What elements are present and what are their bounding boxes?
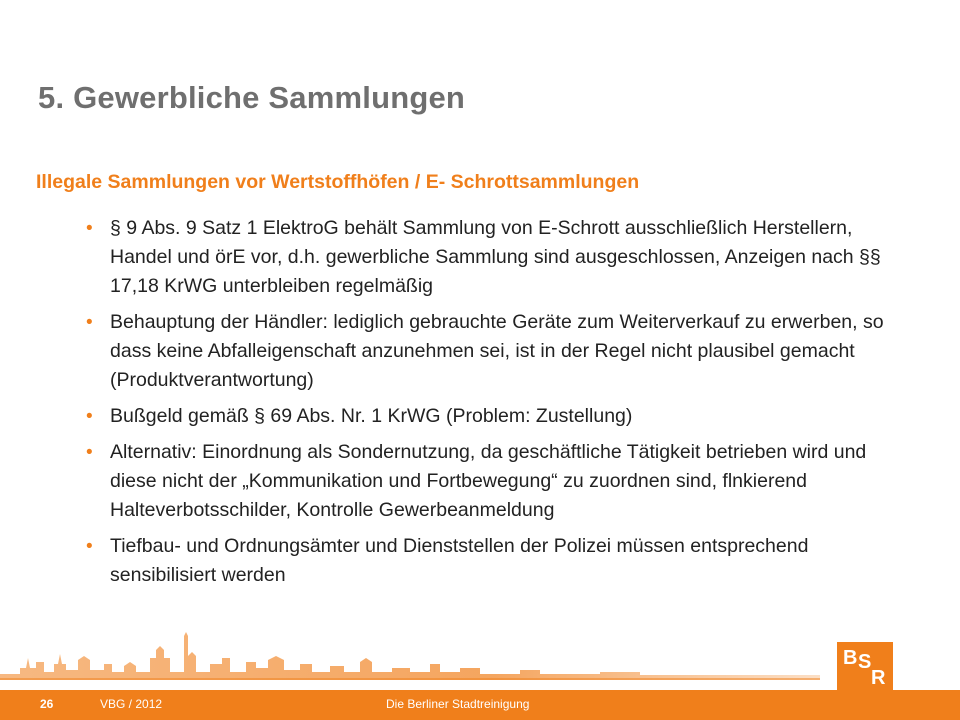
bullet-marker: • bbox=[86, 218, 93, 239]
logo-letter-r: R bbox=[871, 667, 886, 689]
bullet-marker: • bbox=[86, 536, 93, 557]
bullet-item bbox=[86, 214, 906, 301]
slide-title: 5. Gewerbliche Sammlungen bbox=[38, 80, 466, 115]
bullet-item bbox=[86, 438, 906, 525]
bullet-text: § 9 Abs. 9 Satz 1 ElektroG behält Sammlung von E-Schrott ausschließlich Herstellern, Handel und örE vor, d.h. gewerbliche Sammlung sind ausgeschlossen, Anzeigen nach §§ 17,18 KrWG unterbleiben regelmäßig bbox=[110, 217, 881, 297]
bullet-list bbox=[86, 214, 906, 597]
berlin-skyline-graphic bbox=[0, 628, 820, 680]
footer-bar bbox=[0, 690, 960, 720]
bullet-text: Alternativ: Einordnung als Sondernutzung, da geschäftliche Tätigkeit betrieben wird und diese nicht der „Kommunikation und Fortbewegung“ zu zuordnen sind, flnkierend Halteverbotsschilder, Kontrolle Gewerbeanmeldung bbox=[110, 441, 867, 521]
bsr-logo bbox=[835, 640, 895, 692]
page-number: 26 bbox=[40, 697, 54, 711]
bullet-marker: • bbox=[86, 406, 93, 427]
footer-organization: Die Berliner Stadtreinigung bbox=[386, 697, 530, 711]
logo-letter-s: S bbox=[858, 651, 872, 673]
footer-event-label: VBG / 2012 bbox=[100, 697, 163, 711]
bullet-text: Behauptung der Händler: lediglich gebrauchte Geräte zum Weiterverkauf zu erwerben, so dass keine Abfalleigenschaft anzunehmen sei, ist in der Regel nicht plausibel gemacht (Produktverantwortung) bbox=[110, 311, 884, 391]
bullet-marker: • bbox=[86, 442, 93, 463]
bullet-item bbox=[86, 402, 906, 431]
bullet-marker: • bbox=[86, 312, 93, 333]
logo-letter-b: B bbox=[843, 647, 858, 669]
bullet-text: Tiefbau- und Ordnungsämter und Dienststellen der Polizei müssen entsprechend sensibilisiert werden bbox=[110, 535, 809, 586]
bullet-text: Bußgeld gemäß § 69 Abs. Nr. 1 KrWG (Problem: Zustellung) bbox=[110, 405, 633, 427]
slide-subtitle: Illegale Sammlungen vor Wertstoffhöfen / E- Schrottsammlungen bbox=[36, 171, 640, 193]
bullet-item bbox=[86, 532, 906, 590]
bullet-item bbox=[86, 308, 906, 395]
